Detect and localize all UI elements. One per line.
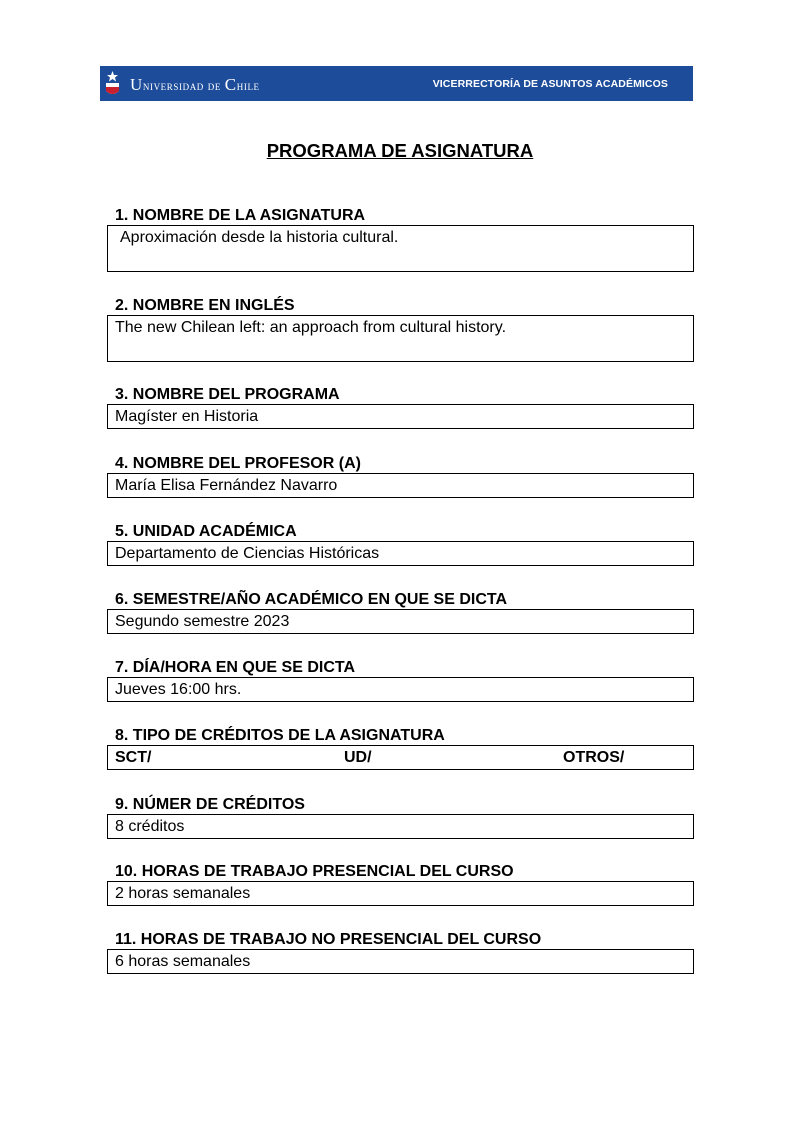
section-label: 9. NÚMER DE CRÉDITOS <box>115 796 305 813</box>
section-label: 4. NOMBRE DEL PROFESOR (A) <box>115 455 361 472</box>
program-name-field: Magíster en Historia <box>107 404 694 429</box>
section-label: 1. NOMBRE DE LA ASIGNATURA <box>115 207 366 224</box>
university-name: Universidad de Chile <box>130 75 260 94</box>
credit-type-ud: UD/ <box>344 749 372 766</box>
university-seal-logo <box>104 69 121 98</box>
course-name-field: Aproximación desde la historia cultural. <box>107 225 694 272</box>
professor-field: María Elisa Fernández Navarro <box>107 473 694 498</box>
section-label: 5. UNIDAD ACADÉMICA <box>115 523 297 540</box>
section-nombre-ingles <box>107 296 694 362</box>
section-tipo-creditos <box>107 726 694 770</box>
section-horas-presencial <box>107 862 694 906</box>
section-semestre <box>107 590 694 634</box>
remote-hours-field: 6 horas semanales <box>107 949 694 974</box>
section-dia-hora <box>107 658 694 702</box>
section-nombre-asignatura <box>107 206 694 272</box>
section-label: 8. TIPO DE CRÉDITOS DE LA ASIGNATURA <box>115 727 445 744</box>
vicerrectoria-label: VICERRECTORÍA DE ASUNTOS ACADÉMICOS <box>432 78 668 90</box>
section-nombre-programa <box>107 385 694 429</box>
credits-count-field: 8 créditos <box>107 814 694 839</box>
section-label: 3. NOMBRE DEL PROGRAMA <box>115 386 340 403</box>
section-label: 11. HORAS DE TRABAJO NO PRESENCIAL DEL CURSO <box>115 931 542 948</box>
schedule-field: Jueves 16:00 hrs. <box>107 677 694 702</box>
section-label: 10. HORAS DE TRABAJO PRESENCIAL DEL CURSO <box>115 863 514 880</box>
english-name-field: The new Chilean left: an approach from cultural history. <box>107 315 694 362</box>
academic-unit-field: Departamento de Ciencias Históricas <box>107 541 694 566</box>
section-unidad-academica <box>107 522 694 566</box>
section-numero-creditos <box>107 795 694 839</box>
credit-type-sct: SCT/ <box>115 749 152 766</box>
section-label: 2. NOMBRE EN INGLÉS <box>115 297 295 314</box>
section-horas-no-presencial <box>107 930 694 974</box>
section-label: 6. SEMESTRE/AÑO ACADÉMICO EN QUE SE DICTA <box>115 591 508 608</box>
section-profesor <box>107 454 694 498</box>
in-person-hours-field: 2 horas semanales <box>107 881 694 906</box>
university-header-banner <box>100 66 693 101</box>
semester-field: Segundo semestre 2023 <box>107 609 694 634</box>
section-label: 7. DÍA/HORA EN QUE SE DICTA <box>115 659 356 676</box>
credit-type-otros: OTROS/ <box>563 749 625 766</box>
document-title: PROGRAMA DE ASIGNATURA <box>266 140 534 161</box>
credit-type-field <box>107 745 694 770</box>
